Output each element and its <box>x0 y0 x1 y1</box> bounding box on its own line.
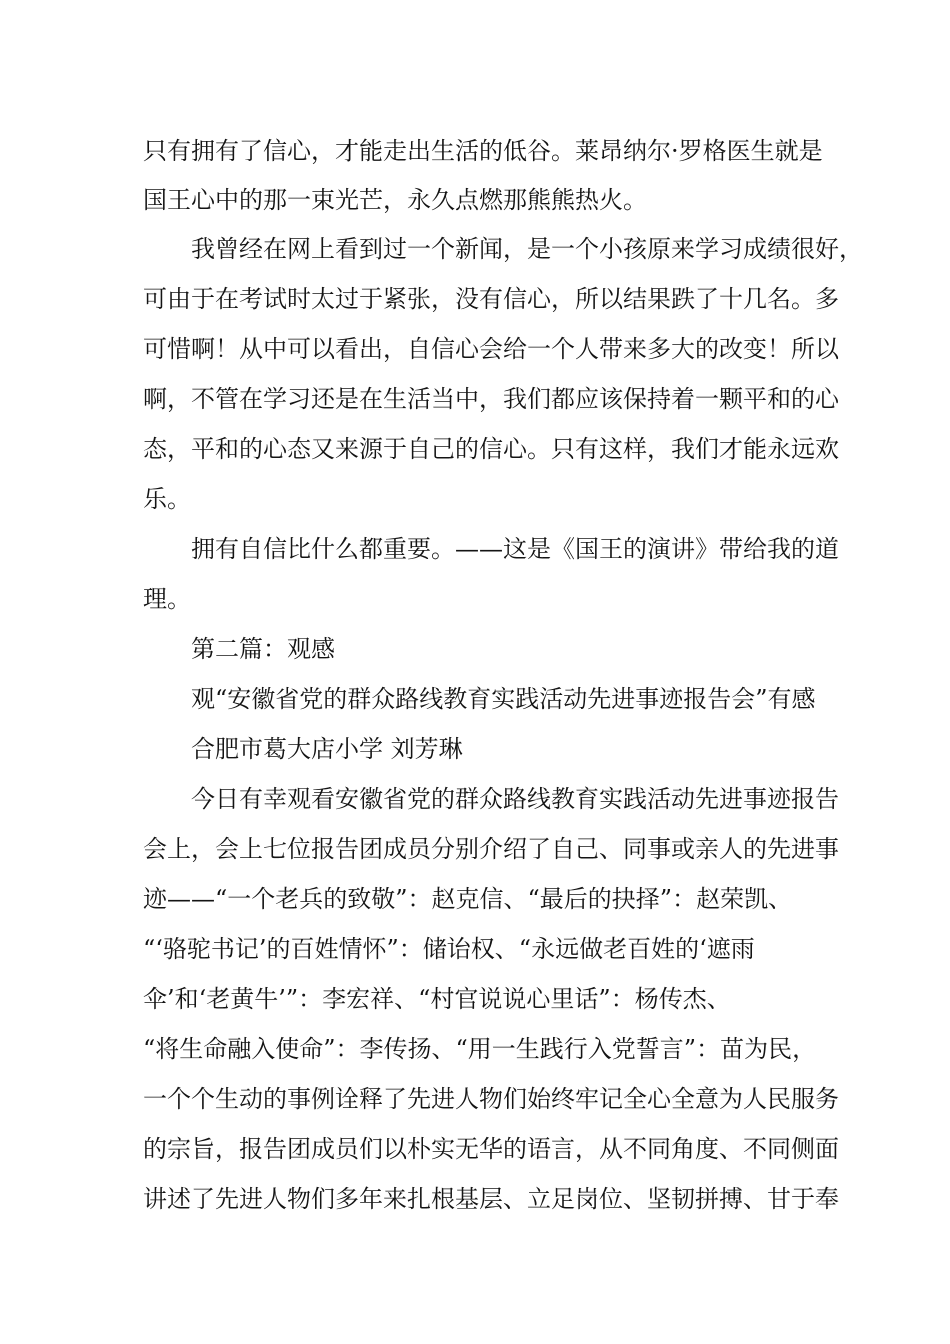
text-line: 只有拥有了信心，才能走出生活的低谷。莱昂纳尔·罗格医生就是 <box>143 137 823 165</box>
text-line: “‘骆驼书记’的百姓情怀”：储诒权、“永远做老百姓的‘遮雨 <box>143 935 755 963</box>
text-line: 一个个生动的事例诠释了先进人物们始终牢记全心全意为人民服务 <box>143 1085 839 1113</box>
author-line: 合肥市葛大店小学 刘芳琳 <box>191 735 463 763</box>
text-line: 乐。 <box>143 485 191 513</box>
text-line: 迹——“一个老兵的致敬”：赵克信、“最后的抉择”：赵荣凯、 <box>143 885 793 913</box>
text-line: 的宗旨，报告团成员们以朴实无华的语言，从不同角度、不同侧面 <box>143 1135 839 1163</box>
text-line: 伞’和‘老黄牛’”：李宏祥、“村官说说心里话”：杨传杰、 <box>143 985 731 1013</box>
paragraph-start-line: 今日有幸观看安徽省党的群众路线教育实践活动先进事迹报告 <box>191 785 839 813</box>
text-line: 可由于在考试时太过于紧张，没有信心，所以结果跌了十几名。多 <box>143 285 839 313</box>
section-heading: 第二篇：观感 <box>191 635 335 663</box>
text-line: 讲述了先进人物们多年来扎根基层、立足岗位、坚韧拼搏、甘于奉 <box>143 1185 839 1213</box>
paragraph-start-line: 拥有自信比什么都重要。——这是《国王的演讲》带给我的道 <box>191 535 839 563</box>
paragraph-start-line: 我曾经在网上看到过一个新闻，是一个小孩原来学习成绩很好， <box>191 235 863 263</box>
text-line: “将生命融入使命”：李传扬、“用一生践行入党誓言”：苗为民， <box>143 1035 817 1063</box>
text-line: 国王心中的那一束光芒，永久点燃那熊熊热火。 <box>143 186 647 214</box>
text-line: 可惜啊！从中可以看出，自信心会给一个人带来多大的改变！所以 <box>143 335 839 363</box>
article-title: 观“安徽省党的群众路线教育实践活动先进事迹报告会”有感 <box>191 685 816 713</box>
text-line: 会上，会上七位报告团成员分别介绍了自己、同事或亲人的先进事 <box>143 835 839 863</box>
text-line: 啊，不管在学习还是在生活当中，我们都应该保持着一颗平和的心 <box>143 385 839 413</box>
text-line: 态，平和的心态又来源于自己的信心。只有这样，我们才能永远欢 <box>143 435 839 463</box>
text-line: 理。 <box>143 585 191 613</box>
